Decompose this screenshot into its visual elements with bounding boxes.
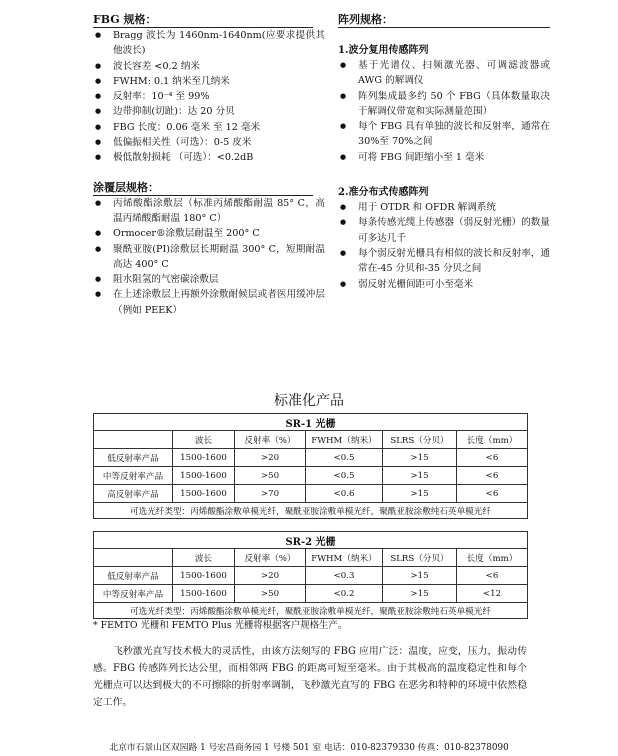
table-row [94, 467, 528, 485]
list-item: ● 每个弱反射光栅具有相似的波长和反射率，通常在-45 分贝和-35 分贝之间 [338, 246, 550, 277]
table-header: SLRS（分贝） [383, 549, 457, 567]
table-header-row [94, 431, 528, 449]
list-item: ● 基于光谱仪、扫频激光器、可调滤波器或 AWG 的解调仪 [338, 58, 550, 89]
table-cell: <0.2 [306, 585, 383, 603]
list-item: ● 每条传感光缆上传感器（弱反射光栅）的数量可多达几千 [338, 215, 550, 246]
table-cell: 1500-1600 [173, 567, 235, 585]
sr2-table [93, 531, 528, 619]
table-header: FWHM（纳米） [306, 431, 383, 449]
table-cell: 1500-1600 [173, 485, 235, 503]
list-item: ● 阵列集成最多约 50 个 FBG（具体数量取决于解调仪带宽和实际测量范围） [338, 89, 550, 120]
table-cell: >15 [383, 485, 457, 503]
list-item: ● 边带抑制(切趾)：达 20 分贝 [93, 104, 325, 119]
company-address: 北京市石景山区双园路 1 号宏昌商务园 1 号楼 501 室 电话：010-82379330 传真：010-82378090 [109, 743, 509, 753]
table-cell: 1500-1600 [173, 585, 235, 603]
left-column [93, 12, 325, 318]
table-header: 波长 [173, 549, 235, 567]
table-header [94, 431, 173, 449]
table-cell: <0.5 [306, 467, 383, 485]
table-cell: <6 [457, 449, 528, 467]
table-cell: <0.3 [306, 567, 383, 585]
sr1-table [93, 413, 528, 519]
table-header: SLRS（分贝） [383, 431, 457, 449]
table-note: 可选光纤类型：丙烯酸酯涂敷单模光纤，聚酰亚胺涂敷单模光纤，聚酰亚胺涂敷纯石英单模光纤 [94, 603, 528, 619]
footnote: * FEMTO 光栅和 FEMTO Plus 光栅将根据客户规格生产。 [93, 620, 348, 631]
list-item: ● 弱反射光栅间距可小至毫米 [338, 277, 550, 292]
list-item: ● 可将 FBG 间距缩小至 1 毫米 [338, 150, 550, 165]
list-item: ● Bragg 波长为 1460nm-1640nm(应要求提供其他波长) [93, 28, 325, 59]
table-cell: 中等反射率产品 [94, 467, 173, 485]
table-cell: >15 [383, 567, 457, 585]
table-cell: 低反射率产品 [94, 449, 173, 467]
list-item: ● 聚酰亚胺(PI)涂敷层长期耐温 300° C，短期耐温高达 400° C [93, 242, 325, 273]
table-caption: SR-2 光栅 [94, 532, 528, 549]
table-cell: <12 [457, 585, 528, 603]
table-cell: 低反射率产品 [94, 567, 173, 585]
table-header: FWHM（纳米） [306, 549, 383, 567]
quasi-distributed-array-list [338, 200, 550, 292]
array-spec-title: 阵列规格： [338, 12, 550, 28]
list-item: ● 丙烯酸酯涂敷层（标准丙烯酸酯耐温 85° C，高温丙烯酸酯耐温 180° C） [93, 196, 325, 227]
list-item: ● 阻水阻氢的气密碳涂敷层 [93, 272, 325, 287]
description-paragraph: 飞秒激光直写技术极大的灵活性，由该方法刻写的 FBG 应用广泛：温度，应变，压力，振动传感。FBG 传感阵列长达公里，而相邻两 FBG 的距离可短至毫米。由于其极高的温度稳定性和每个光栅点可以达到极大的不可擦除的折射率调制，飞秒激光直写的 FBG 在恶劣和特种的环境中依然稳定工作。 [93, 646, 527, 708]
list-item: ● FBG 长度：0.06 毫米 至 12 毫米 [93, 120, 325, 135]
list-item: ● Ormocer®涂敷层耐温至 200° C [93, 226, 325, 241]
coating-spec-list [93, 196, 325, 318]
table-cell: >15 [383, 467, 457, 485]
list-item: ● FWHM: 0.1 纳米至几纳米 [93, 74, 325, 89]
table-cell: 高反射率产品 [94, 485, 173, 503]
table-cell: <6 [457, 567, 528, 585]
table-cell: 中等反射率产品 [94, 585, 173, 603]
table-cell: 1500-1600 [173, 449, 235, 467]
list-item: ● 极低散射损耗 （可选）：<0.2dB [93, 150, 325, 165]
table-cell: <6 [457, 485, 528, 503]
table-header-row [94, 549, 528, 567]
table-cell: <0.6 [306, 485, 383, 503]
table-cell: >20 [235, 567, 306, 585]
table-cell: >50 [235, 467, 306, 485]
table-cell: >15 [383, 449, 457, 467]
list-item: ● 反射率：10⁻⁴ 至 99% [93, 89, 325, 104]
table-row [94, 567, 528, 585]
table-header [94, 549, 173, 567]
fbg-spec-list [93, 28, 325, 166]
table-row [94, 449, 528, 467]
table-header: 波长 [173, 431, 235, 449]
products-title: 标准化产品 [274, 393, 344, 409]
table-caption: SR-1 光栅 [94, 414, 528, 431]
right-column [338, 12, 550, 292]
list-item: ● 每个 FBG 具有单独的波长和反射率，通常在 30%至 70%之间 [338, 119, 550, 150]
quasi-distributed-array-title: 2.准分布式传感阵列 [338, 187, 429, 199]
table-cell: >50 [235, 585, 306, 603]
list-item: ● 波长容差 <0.2 纳米 [93, 59, 325, 74]
wdm-array-title: 1.波分复用传感阵列 [338, 45, 429, 56]
table-header: 反射率（%） [235, 431, 306, 449]
table-row [94, 585, 528, 603]
table-note: 可选光纤类型：丙烯酸酯涂敷单模光纤，聚酰亚胺涂敷单模光纤，聚酰亚胺涂敷纯石英单模光纤 [94, 503, 528, 519]
list-item: ● 低偏振相关性（可选）：0-5 皮米 [93, 135, 325, 150]
list-item: ● 用于 OTDR 和 OFDR 解调系统 [338, 200, 550, 215]
table-cell: <6 [457, 467, 528, 485]
table-header: 长度（mm） [457, 431, 528, 449]
table-header: 长度（mm） [457, 549, 528, 567]
wdm-array-list [338, 58, 550, 165]
table-header: 反射率（%） [235, 549, 306, 567]
table-cell: 1500-1600 [173, 467, 235, 485]
table-cell: >15 [383, 585, 457, 603]
table-cell: >20 [235, 449, 306, 467]
list-item: ● 在上述涂敷层上再额外涂敷耐候层或者医用缓冲层（例如 PEEK） [93, 287, 325, 318]
fbg-spec-title: FBG 规格： [93, 12, 313, 28]
coating-spec-title: 涂覆层规格： [93, 180, 313, 196]
table-cell: <0.5 [306, 449, 383, 467]
table-row [94, 485, 528, 503]
table-cell: >70 [235, 485, 306, 503]
